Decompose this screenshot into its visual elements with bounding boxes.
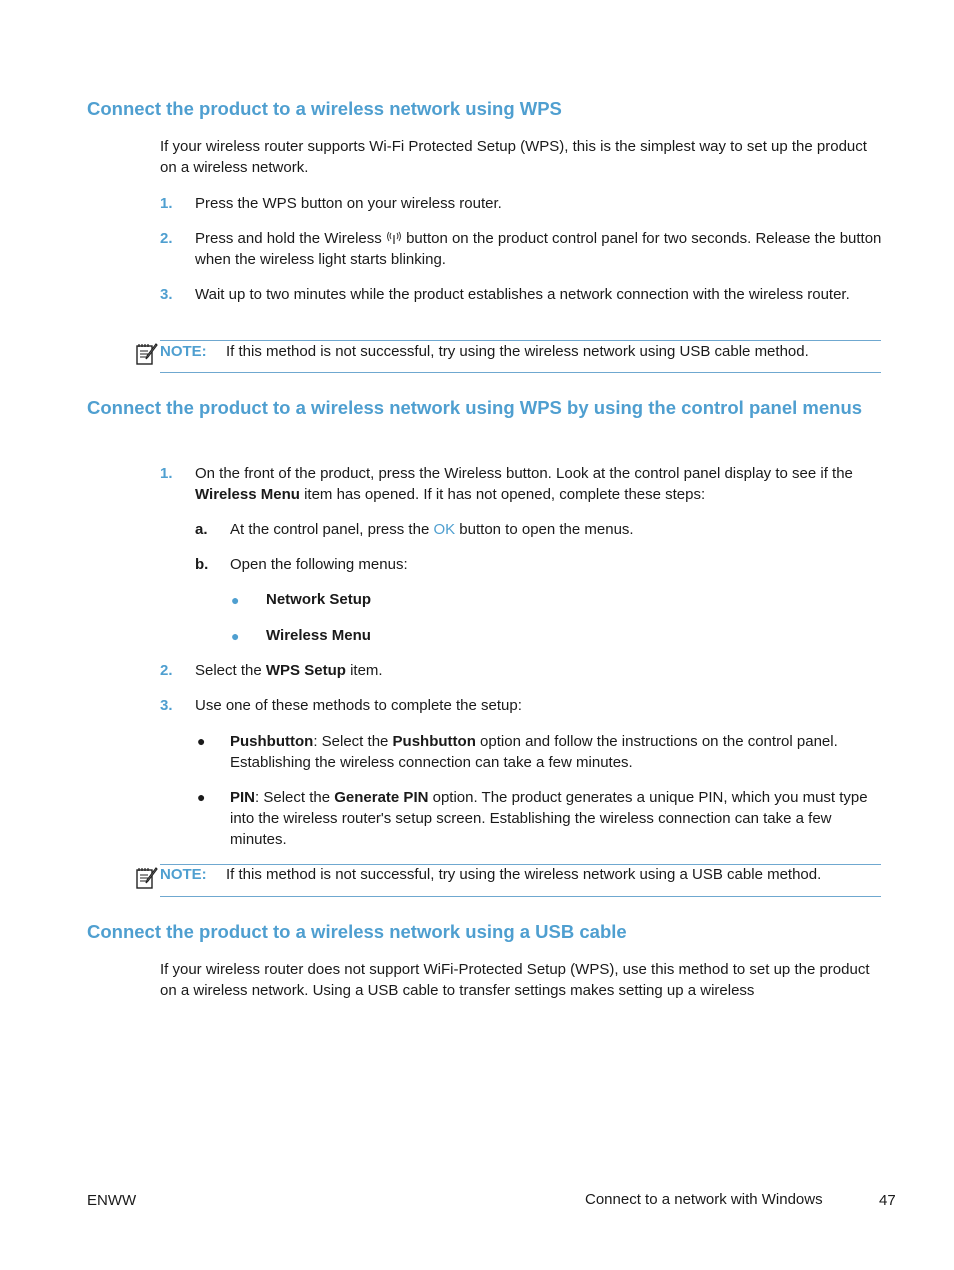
step-text-bold: Wireless Menu xyxy=(195,486,300,503)
section-heading-wps: Connect the product to a wireless network using WPS xyxy=(87,98,562,119)
section-heading-usb: Connect the product to a wireless network using a USB cable xyxy=(87,921,627,942)
ok-button-label: OK xyxy=(433,521,456,538)
step-text-part: item has opened. If it has not opened, complete these steps: xyxy=(299,486,706,503)
step-number: 1. xyxy=(160,195,173,212)
section1-intro: If your wireless router supports Wi-Fi Protected Setup (WPS), this is the simplest way to set up the product on a wireless network. xyxy=(160,138,867,176)
method-text-part: option. The product generates a unique PIN, which you must type into the wireless router's setup screen. Establishing the wireless connection can take a few minutes. xyxy=(230,789,868,848)
substep-text-part: button to open the menus. xyxy=(455,521,634,538)
bullet-dot: ● xyxy=(197,789,206,805)
note-bottom-rule xyxy=(160,372,881,373)
substep-text-part: At the control panel, press the xyxy=(230,521,434,538)
substep-text xyxy=(230,519,880,540)
section-heading-wps-control-panel: Connect the product to a wireless network using WPS by using the control panel menus xyxy=(87,397,863,418)
step-text xyxy=(195,660,383,681)
step-text: Wait up to two minutes while the product establishes a network connection with the wireless router. xyxy=(195,286,850,303)
substep-label: a. xyxy=(195,521,208,538)
note-text: If this method is not successful, try using the wireless network using USB cable method. xyxy=(226,343,809,360)
note-label: NOTE: xyxy=(160,343,207,360)
step-number: 2. xyxy=(160,230,173,247)
method-name: PIN xyxy=(230,789,256,806)
page-number: 47 xyxy=(879,1192,896,1209)
method-name: Pushbutton xyxy=(230,733,314,750)
method-text-part: : Select the xyxy=(255,789,335,806)
note-text: If this method is not successful, try using the wireless network using a USB cable method. xyxy=(226,866,822,883)
step-text-part: Select the xyxy=(195,662,266,679)
substep-text: Open the following menus: xyxy=(230,556,408,573)
step-text xyxy=(195,463,885,505)
bullet-dot: ● xyxy=(231,592,240,608)
method-text-part: : Select the xyxy=(313,733,393,750)
method-option: Generate PIN xyxy=(334,789,429,806)
bullet-dot: ● xyxy=(231,628,240,644)
step-text: Press the WPS button on your wireless router. xyxy=(195,195,502,212)
wireless-icon xyxy=(386,231,402,245)
footer-left: ENWW xyxy=(87,1192,137,1209)
method-option: Pushbutton xyxy=(392,733,476,750)
substep-label: b. xyxy=(195,556,209,573)
step-text: Use one of these methods to complete the setup: xyxy=(195,697,522,714)
step-text xyxy=(195,228,885,270)
footer-title: Connect to a network with Windows xyxy=(585,1191,823,1208)
step-text-part: button on the product control panel for two seconds. Release the button when the wireless light starts blinking. xyxy=(195,230,882,268)
method-text xyxy=(230,731,885,773)
note-icon xyxy=(135,342,159,366)
note-bottom-rule xyxy=(160,896,881,897)
step-number: 3. xyxy=(160,697,173,714)
step-text-part: item. xyxy=(345,662,383,679)
step-text-part: On the front of the product, press the Wireless button. Look at the control panel display to see if the xyxy=(195,465,853,482)
step-text-part: Press and hold the Wireless xyxy=(195,230,386,247)
step-number: 3. xyxy=(160,286,173,303)
step-number: 1. xyxy=(160,465,173,482)
method-text xyxy=(230,787,885,850)
menu-item: Wireless Menu xyxy=(266,627,371,644)
method-text-part: option and follow the instructions on the control panel. Establishing the wireless connection can take a few minutes. xyxy=(230,733,838,771)
bullet-dot: ● xyxy=(197,733,206,749)
step-number: 2. xyxy=(160,662,173,679)
note-icon xyxy=(135,866,159,890)
menu-item: Network Setup xyxy=(266,591,372,608)
section3-intro: If your wireless router does not support WiFi-Protected Setup (WPS), use this method to set up the product on a wireless network. Using a USB cable to transfer settings makes setting up a wireless xyxy=(160,961,870,999)
step-text-bold: WPS Setup xyxy=(265,662,346,679)
note-label: NOTE: xyxy=(160,866,207,883)
